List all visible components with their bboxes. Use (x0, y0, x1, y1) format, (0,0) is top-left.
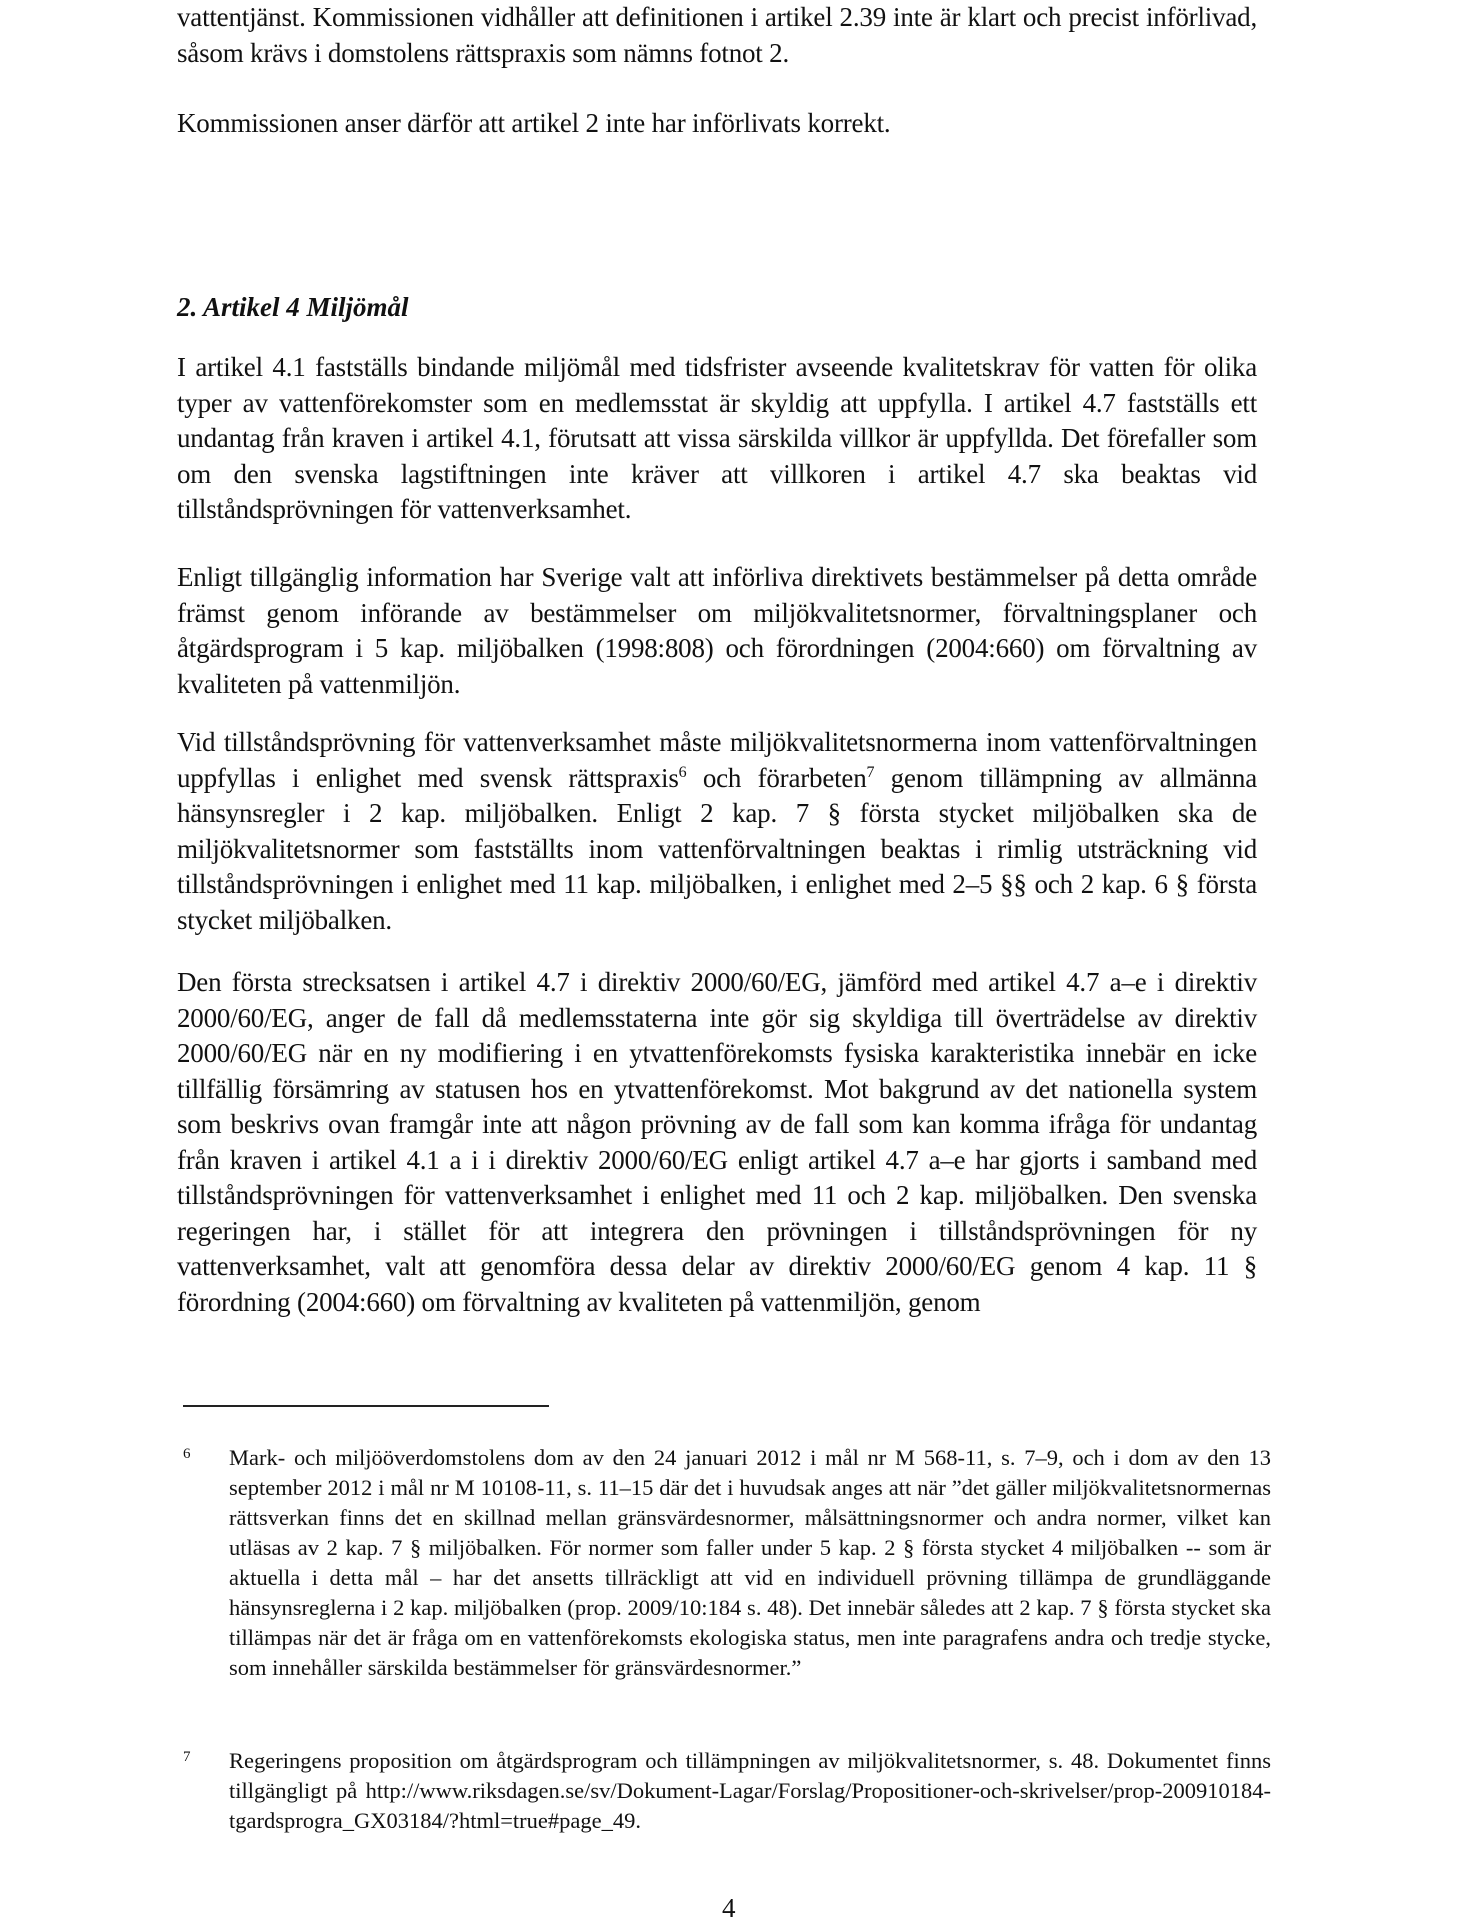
footnote-6 (183, 1443, 1271, 1683)
footnote-ref-7[interactable]: 7 (866, 763, 875, 781)
intro-paragraph-2: Kommissionen anser därför att artikel 2 inte har införlivats korrekt. (177, 108, 891, 138)
paragraph-text: Den första strecksatsen i artikel 4.7 i direktiv 2000/60/EG, jämförd med artikel 4.7 a–e i direktiv 2000/60/EG, anger de fall då medlemsstaterna inte gör sig skyldiga till överträdelse av direktiv 2000/60/EG när en ny modifiering i en ytvattenförekomsts fysiska karakteristika innebär en icke tillfällig försämring av statusen hos en ytvattenförekomst. Mot bakgrund av det nationella system som beskrivs ovan framgår inte att någon prövning av de fall som kan komma ifråga för undantag från kraven i artikel 4.1 a i i direktiv 2000/60/EG enligt artikel 4.7 a–e har gjorts i samband med tillståndsprövningen för vattenverksamhet i enlighet med 11 och 2 kap. miljöbalken. Den svenska regeringen har, i stället för att integrera den prövningen i tillståndsprövningen för ny vattenverksamhet, valt att genomföra dessa delar av direktiv 2000/60/EG genom 4 kap. 11 § förordning (2004:660) om förvaltning av kvaliteten på vattenmiljön, genom (177, 967, 1257, 1317)
paragraph-text-part1: Vid tillståndsprövning för vattenverksamhet måste miljökvalitetsnormerna inom vattenförvaltningen uppfyllas i enlighet med svensk rättspraxis (177, 727, 1257, 793)
footnote-text: Regeringens proposition om åtgärdsprogram och tillämpningen av miljökvalitetsnormer, s. 48. Dokumentet finns tillgängligt på (229, 1748, 1271, 1803)
footnote-text: Mark- och miljööverdomstolens dom av den 24 januari 2012 i mål nr M 568-11, s. 7–9, och i dom av den 13 september 2012 i mål nr M 10108-11, s. 11–15 där det i huvudsak anges att när ”det gäller miljökvalitetsnormernas rättsverkan finns det en skillnad mellan gränsvärdesnormer, målsättningsnormer och andra normer, vilket kan utläsas av 2 kap. 7 § miljöbalken. För normer som faller under 5 kap. 2 § första stycket 4 miljöbalken -- som är aktuella i detta mål – har det ansetts tillräckligt att vid en individuell prövning tillämpa de grundläggande hänsynsreglerna i 2 kap. miljöbalken (prop. 2009/10:184 s. 48). Det innebär således att 2 kap. 7 § första stycket ska tillämpas när det är fråga om en vattenförekomsts ekologiska status, men inte paragrafens andra och tredje stycke, som innehåller särskilda bestämmelser för gränsvärdesnormer.” (229, 1445, 1271, 1680)
section-paragraph-3 (177, 725, 1257, 938)
section-paragraph-2 (177, 560, 1257, 702)
paragraph-text: I artikel 4.1 fastställs bindande miljömål med tidsfrister avseende kvalitetskrav för vatten för olika typer av vattenförekomster som en medlemsstat är skyldig att uppfylla. I artikel 4.7 fastställs ett undantag från kraven i artikel 4.1, förutsatt att vissa särskilda villkor är uppfyllda. Det förefaller som om den svenska lagstiftningen inte kräver att villkoren i artikel 4.7 ska beaktas vid tillståndsprövningen för vattenverksamhet. (177, 352, 1257, 524)
footnote-ref-6[interactable]: 6 (678, 763, 687, 781)
section-paragraph-1 (177, 350, 1257, 528)
paragraph-text (177, 725, 1257, 938)
footnote-text-end: . (635, 1808, 641, 1833)
footnote-number: 7 (183, 1749, 191, 1765)
footnote-item (183, 1746, 1271, 1836)
section-heading: 2. Artikel 4 Miljömål (177, 292, 409, 322)
footnote-number: 6 (183, 1446, 191, 1462)
footnote-item (183, 1443, 1271, 1683)
paragraph-text: Enligt tillgänglig information har Sverige valt att införliva direktivets bestämmelser på detta område främst genom införande av bestämmelser om miljökvalitetsnormer, förvaltningsplaner och åtgärdsprogram i 5 kap. miljöbalken (1998:808) och förordningen (2004:660) om förvaltning av kvaliteten på vattenmiljön. (177, 562, 1257, 699)
paragraph-text-part2: och förarbeten (686, 762, 867, 793)
footnote-link[interactable]: http://www.riksdagen.se/sv/Dokument-Lagar/Forslag/Propositioner-och-skrivelser/prop-200910184-tgardsprogra_GX03184/?html=true#page_49 (229, 1778, 1271, 1833)
page-number: 4 (722, 1893, 736, 1923)
paragraph-text-part3: genom tillämpning av allmänna hänsynsregler i 2 kap. miljöbalken. Enligt 2 kap. 7 § första stycket miljöbalken ska de miljökvalitetsnormer som fastställts inom vattenförvaltningen beaktas i rimlig utsträckning vid tillståndsprövningen i enlighet med 11 kap. miljöbalken, i enlighet med 2–5 §§ och 2 kap. 6 § första stycket miljöbalken. (177, 762, 1257, 935)
section-paragraph-4 (177, 965, 1257, 1320)
intro-block (177, 0, 1257, 142)
footnote-7 (183, 1746, 1271, 1836)
intro-paragraph-1: vattentjänst. Kommissionen vidhåller att definitionen i artikel 2.39 inte är klart och precist införlivad, såsom krävs i domstolens rättspraxis som nämns fotnot 2. (177, 2, 1257, 68)
footnote-divider (183, 1405, 549, 1407)
